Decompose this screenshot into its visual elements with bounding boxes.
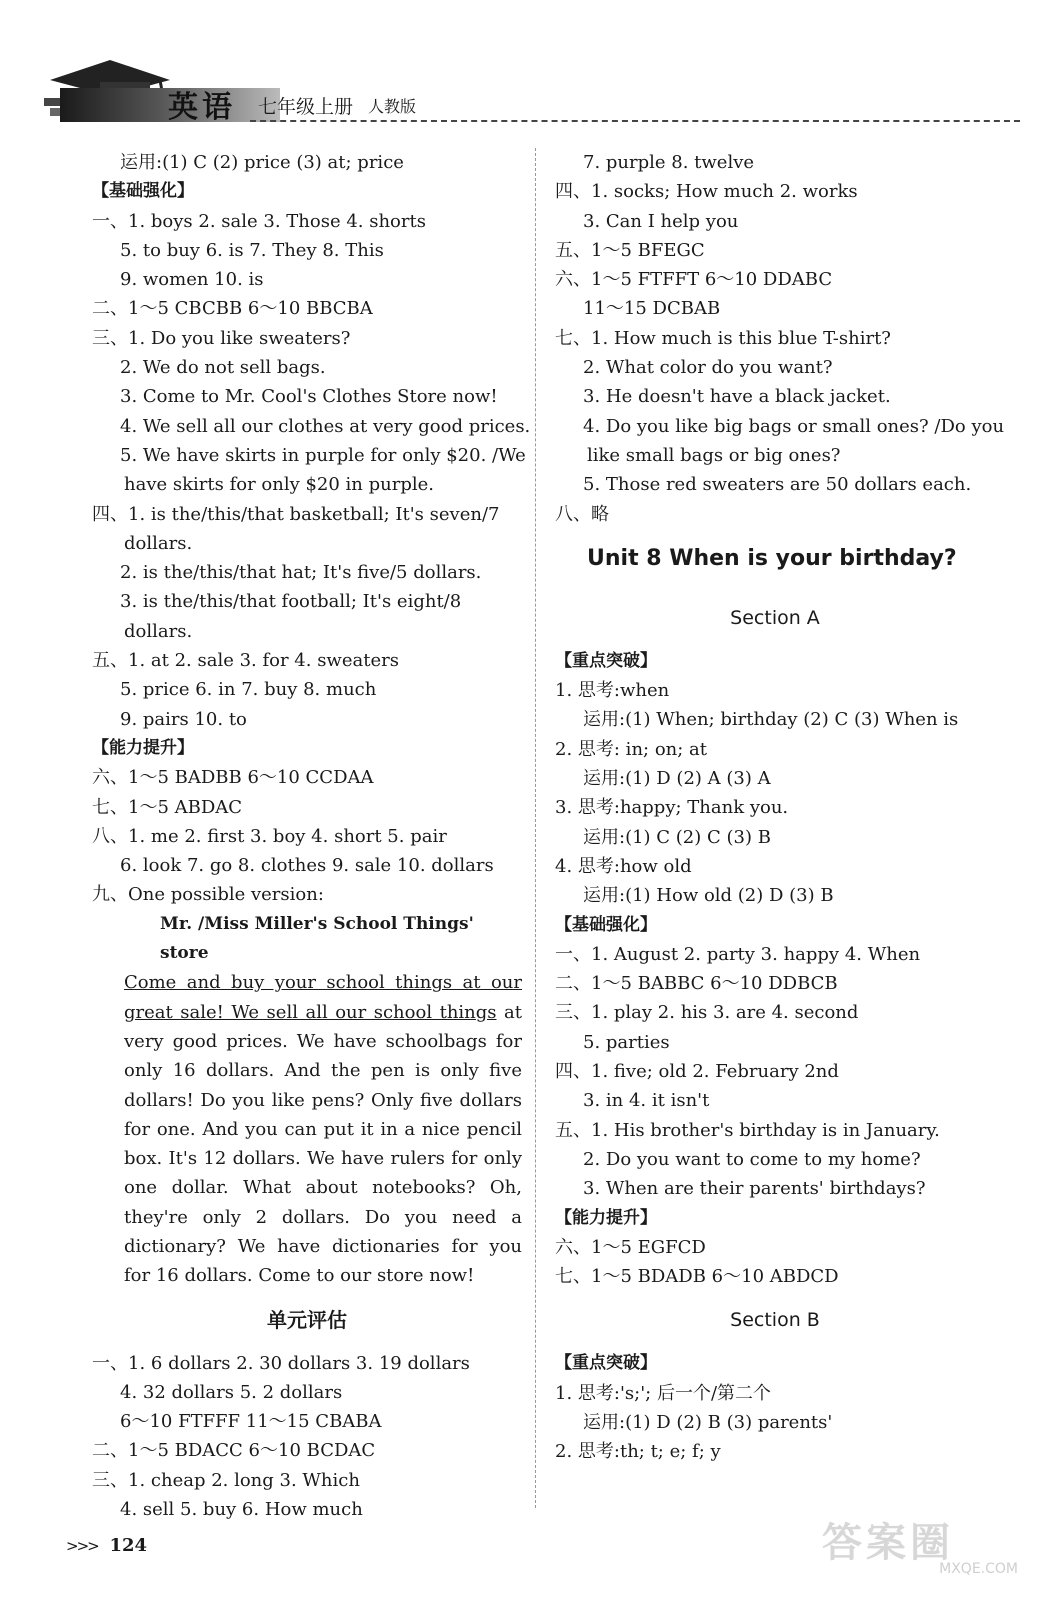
left-lines-2-line: 二、1～5 BDACC 6～10 BCDAC	[92, 1440, 376, 1462]
right-lines-line: 六、1～5 FTFFT 6～10 DDABC	[555, 269, 833, 291]
left-lines-line: 五、1. at 2. sale 3. for 4. sweaters	[92, 650, 399, 672]
right-lines-line: 五、1. His brother's birthday is in January.	[555, 1119, 940, 1141]
left-lines-line: 5. We have skirts in purple for only $20. /We	[120, 444, 526, 466]
left-lines-line: 四、1. is the/this/that basketball; It's seven/7	[92, 503, 500, 525]
essay-paragraph	[92, 968, 522, 1290]
right-lines-line: 运用:(1) D (2) B (3) parents'	[583, 1411, 833, 1433]
header-rule	[250, 120, 1020, 122]
right-lines-line: 四、1. five; old 2. February 2nd	[555, 1061, 839, 1083]
right-lines-line: 3. 思考:happy; Thank you.	[555, 797, 789, 819]
right-lines-line: 2. 思考:th; t; e; f; y	[555, 1441, 721, 1463]
right-lines-line: 运用:(1) C (2) C (3) B	[583, 826, 771, 848]
right-lines-line: 八、略	[555, 503, 609, 525]
right-lines-line: 六、1～5 EGFCD	[555, 1236, 706, 1258]
right-lines-line: Section B	[730, 1309, 820, 1332]
left-lines-2-line: 4. sell 5. buy 6. How much	[120, 1499, 363, 1521]
left-lines-line: 一、1. boys 2. sale 3. Those 4. shorts	[92, 210, 426, 232]
right-lines-line: 四、1. socks; How much 2. works	[555, 181, 858, 203]
right-lines-line: 3. Can I help you	[583, 210, 739, 232]
right-lines-line: 2. What color do you want?	[583, 357, 833, 379]
left-lines-line: dollars.	[124, 532, 193, 554]
left-lines-2-line: 6～10 FTFFF 11～15 CBABA	[120, 1411, 382, 1433]
essay-text: at very good prices. We have schoolbags for only 16 dollars. And the pen is only five dollars! Do you like pens? Only five dollars for one. And you can put it in a nice pencil box. It's 12 dollars. We have rulers for only one dollar. What about notebooks? Oh, they're only 2 dollars. Do you need a dictionary? We have dictionaries for you for 16 dollars. Come to our store now!	[124, 1001, 522, 1287]
left-lines-line: have skirts for only $20 in purple.	[124, 474, 434, 496]
left-column	[92, 148, 531, 1524]
left-lines-line: 七、1～5 ABDAC	[92, 796, 243, 818]
left-lines-line: 二、1～5 CBCBB 6～10 BBCBA	[92, 298, 373, 320]
left-lines-line: 6. look 7. go 8. clothes 9. sale 10. dollars	[120, 855, 494, 877]
right-lines-line: 4. 思考:how old	[555, 855, 692, 877]
left-lines-2-line: 三、1. cheap 2. long 3. Which	[92, 1469, 360, 1491]
page-number: 124	[109, 1535, 148, 1556]
right-lines-line: 一、1. August 2. party 3. happy 4. When	[555, 943, 921, 965]
right-lines-line: 11～15 DCBAB	[583, 298, 721, 320]
left-lines-2-line: 单元评估	[267, 1307, 347, 1332]
edition-label: 人教版	[368, 97, 417, 116]
right-lines-line: like small bags or big ones?	[587, 444, 841, 466]
left-lines-line: 三、1. Do you like sweaters?	[92, 327, 351, 349]
watermark-text: 答案圈	[822, 1520, 954, 1566]
right-lines-line: 3. When are their parents' birthdays?	[583, 1178, 926, 1200]
right-lines-line: 7. purple 8. twelve	[583, 152, 755, 173]
right-lines-line: 4. Do you like big bags or small ones? /Do you	[583, 415, 1005, 437]
page-header	[0, 0, 1042, 130]
right-lines-line: 3. He doesn't have a black jacket.	[583, 386, 891, 408]
left-lines-line: 4. We sell all our clothes at very good prices.	[120, 415, 531, 437]
left-lines-line: 3. is the/this/that football; It's eight/8	[120, 591, 462, 613]
left-lines-line: 2. is the/this/that hat; It's five/5 dollars.	[120, 562, 482, 584]
essay-underlined-text: Come and buy your school things at our great sale! We sell all our school things	[124, 972, 522, 1023]
right-lines-line: 5. Those red sweaters are 50 dollars each.	[583, 474, 972, 496]
left-lines-line: 六、1～5 BADBB 6～10 CCDAA	[92, 767, 374, 789]
left-lines-line: 八、1. me 2. first 3. boy 4. short 5. pair	[92, 825, 447, 847]
right-lines-line: 七、1～5 BDADB 6～10 ABDCD	[555, 1266, 839, 1288]
left-lines-line: dollars.	[124, 620, 193, 642]
right-lines-line: 【重点突破】	[555, 1353, 657, 1374]
right-lines-line: 1. 思考:when	[555, 680, 670, 702]
right-lines-line: 【能力提升】	[555, 1207, 657, 1228]
watermark-url: MXQE.COM	[939, 1561, 1018, 1577]
left-lines-line: 2. We do not sell bags.	[120, 357, 326, 379]
right-lines-line: Unit 8 When is your birthday?	[587, 545, 957, 571]
left-lines-line: 3. Come to Mr. Cool's Clothes Store now!	[120, 386, 498, 408]
right-lines-line: 2. 思考: in; on; at	[555, 738, 707, 760]
left-lines-2-line: 4. 32 dollars 5. 2 dollars	[120, 1381, 343, 1403]
subject-title: 英语	[168, 90, 236, 125]
left-lines-line: 九、One possible version:	[92, 884, 324, 906]
left-lines-line: 【能力提升】	[92, 737, 194, 758]
arrows-icon: >>>	[66, 1537, 98, 1555]
right-column	[555, 148, 1005, 1467]
right-lines-line: 运用:(1) How old (2) D (3) B	[583, 885, 834, 907]
left-lines-line: 【基础强化】	[92, 181, 194, 202]
right-lines-line: 运用:(1) When; birthday (2) C (3) When is	[583, 709, 959, 731]
right-lines-line: 2. Do you want to come to my home?	[583, 1148, 921, 1170]
left-lines-line: 9. pairs 10. to	[120, 708, 247, 730]
right-lines-line: 【重点突破】	[555, 650, 657, 671]
right-lines-line: 七、1. How much is this blue T-shirt?	[555, 327, 891, 349]
column-divider	[535, 148, 536, 1508]
right-lines-line: 三、1. play 2. his 3. are 4. second	[555, 1002, 859, 1024]
left-lines-line: 运用:(1) C (2) price (3) at; price	[120, 152, 404, 173]
right-lines-line: Section A	[730, 606, 820, 629]
right-lines-line: 3. in 4. it isn't	[583, 1090, 710, 1112]
left-lines-line: 5. price 6. in 7. buy 8. much	[120, 679, 377, 701]
right-lines-line: 1. 思考:'s;'; 后一个/第二个	[555, 1382, 772, 1404]
right-lines-line: 五、1～5 BFEGC	[555, 239, 705, 261]
watermark-logo	[822, 1511, 1022, 1577]
left-lines-line: Mr. /Miss Miller's School Things' store	[160, 913, 474, 964]
right-lines-line: 二、1～5 BABBC 6～10 DDBCB	[555, 973, 838, 995]
right-lines-line: 运用:(1) D (2) A (3) A	[583, 768, 771, 790]
left-lines-2-line: 一、1. 6 dollars 2. 30 dollars 3. 19 dollars	[92, 1352, 470, 1374]
right-lines-line: 【基础强化】	[555, 914, 657, 935]
left-lines-line: 5. to buy 6. is 7. They 8. This	[120, 239, 384, 261]
left-lines-line: 9. women 10. is	[120, 269, 264, 291]
grade-label: 七年级上册	[258, 96, 354, 118]
right-lines-line: 5. parties	[583, 1031, 670, 1053]
page-footer	[66, 1535, 147, 1556]
